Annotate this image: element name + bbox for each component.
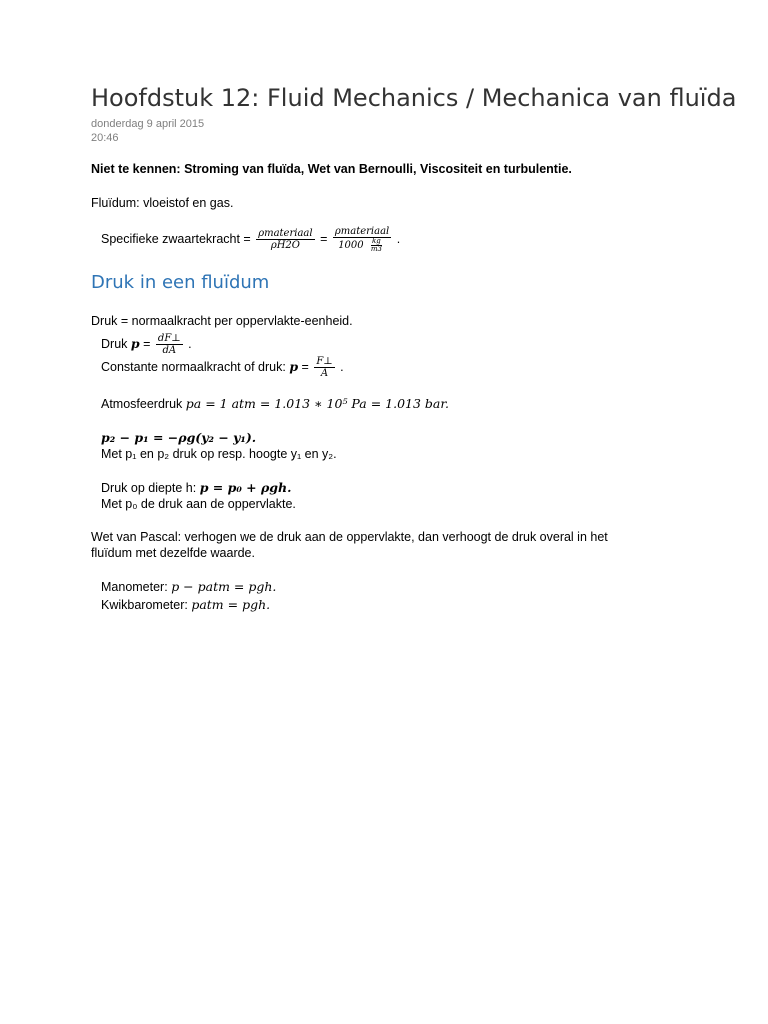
atmospheric-label: Atmosfeerdruk bbox=[101, 397, 183, 411]
manometer-formula: p − patm = pgh. bbox=[171, 579, 277, 594]
depth-explanation: Met p₀ de druk aan de oppervlakte. bbox=[101, 497, 296, 511]
page-date: donderdag 9 april 2015 bbox=[91, 118, 205, 130]
depth-formula: p = p₀ + ρgh. bbox=[199, 480, 292, 495]
fraction-numerator: ρmateriaal bbox=[334, 226, 390, 237]
depth-label: Druk op diepte h: bbox=[101, 481, 197, 495]
specific-gravity-label: Specifieke zwaartekracht = bbox=[101, 231, 251, 246]
specific-gravity-fraction-1 bbox=[256, 228, 314, 251]
atmospheric-formula: pa = 1 atm = 1.013 ∗ 10⁵ Pa = 1.013 bar. bbox=[185, 396, 449, 411]
fraction-numerator: F⊥ bbox=[316, 356, 333, 367]
period: . bbox=[188, 336, 192, 351]
pressure-symbol: p bbox=[130, 335, 140, 351]
atmospheric-pressure-line bbox=[101, 396, 449, 411]
equals-sign: = bbox=[143, 336, 151, 351]
depth-pressure-line bbox=[101, 480, 292, 495]
unit-fraction bbox=[369, 238, 384, 253]
fraction-denominator bbox=[336, 238, 388, 253]
constant-pressure-label: Constante normaalkracht of druk: bbox=[101, 359, 286, 374]
barometer-formula: patm = pgh. bbox=[191, 597, 271, 612]
hydrostatic-explanation: Met p₁ en p₂ druk op resp. hoogte y₁ en y₂. bbox=[101, 447, 337, 461]
pressure-label: Druk bbox=[101, 336, 128, 351]
fraction-numerator: ρmateriaal bbox=[258, 228, 313, 239]
period: . bbox=[396, 231, 401, 246]
pressure-symbol: p bbox=[289, 358, 299, 374]
constant-pressure-formula bbox=[101, 356, 344, 379]
specific-gravity-formula bbox=[101, 226, 400, 253]
fluid-definition: Fluïdum: vloeistof en gas. bbox=[91, 196, 234, 210]
hydrostatic-formula: p₂ − p₁ = −ρg(y₂ − y₁). bbox=[101, 430, 257, 445]
equals-sign: = bbox=[320, 231, 328, 246]
unit-denominator: m3 bbox=[370, 245, 382, 253]
equals-sign: = bbox=[301, 359, 309, 374]
barometer-label: Kwikbarometer: bbox=[101, 598, 188, 612]
constant-pressure-fraction bbox=[314, 356, 334, 379]
manometer-label: Manometer: bbox=[101, 580, 168, 594]
pascal-law-line-2: fluïdum met dezelfde waarde. bbox=[91, 546, 255, 560]
fraction-numerator: dF⊥ bbox=[157, 333, 181, 344]
specific-gravity-fraction-2 bbox=[333, 226, 391, 253]
page-time: 20:46 bbox=[91, 132, 119, 144]
period: . bbox=[340, 359, 344, 374]
pascal-law-line-1: Wet van Pascal: verhogen we de druk aan de oppervlakte, dan verhoogt de druk overal in het bbox=[91, 530, 608, 544]
pressure-formula bbox=[101, 333, 192, 356]
manometer-line bbox=[101, 579, 276, 594]
pressure-fraction bbox=[156, 333, 183, 356]
section-heading: Druk in een fluïdum bbox=[91, 272, 270, 293]
pressure-definition: Druk = normaalkracht per oppervlakte-eenheid. bbox=[91, 314, 353, 328]
unit-numerator: kg bbox=[372, 237, 381, 245]
barometer-line bbox=[101, 597, 270, 612]
fraction-denominator: ρH2O bbox=[270, 240, 300, 251]
page-title: Hoofdstuk 12: Fluid Mechanics / Mechanica van fluïda bbox=[91, 84, 737, 112]
fraction-denominator: dA bbox=[162, 345, 177, 356]
fraction-denominator: A bbox=[320, 368, 329, 379]
fraction-denominator-lead: 1000 bbox=[338, 240, 364, 251]
not-required-note: Niet te kennen: Stroming van fluïda, Wet van Bernoulli, Viscositeit en turbulentie. bbox=[91, 162, 572, 176]
